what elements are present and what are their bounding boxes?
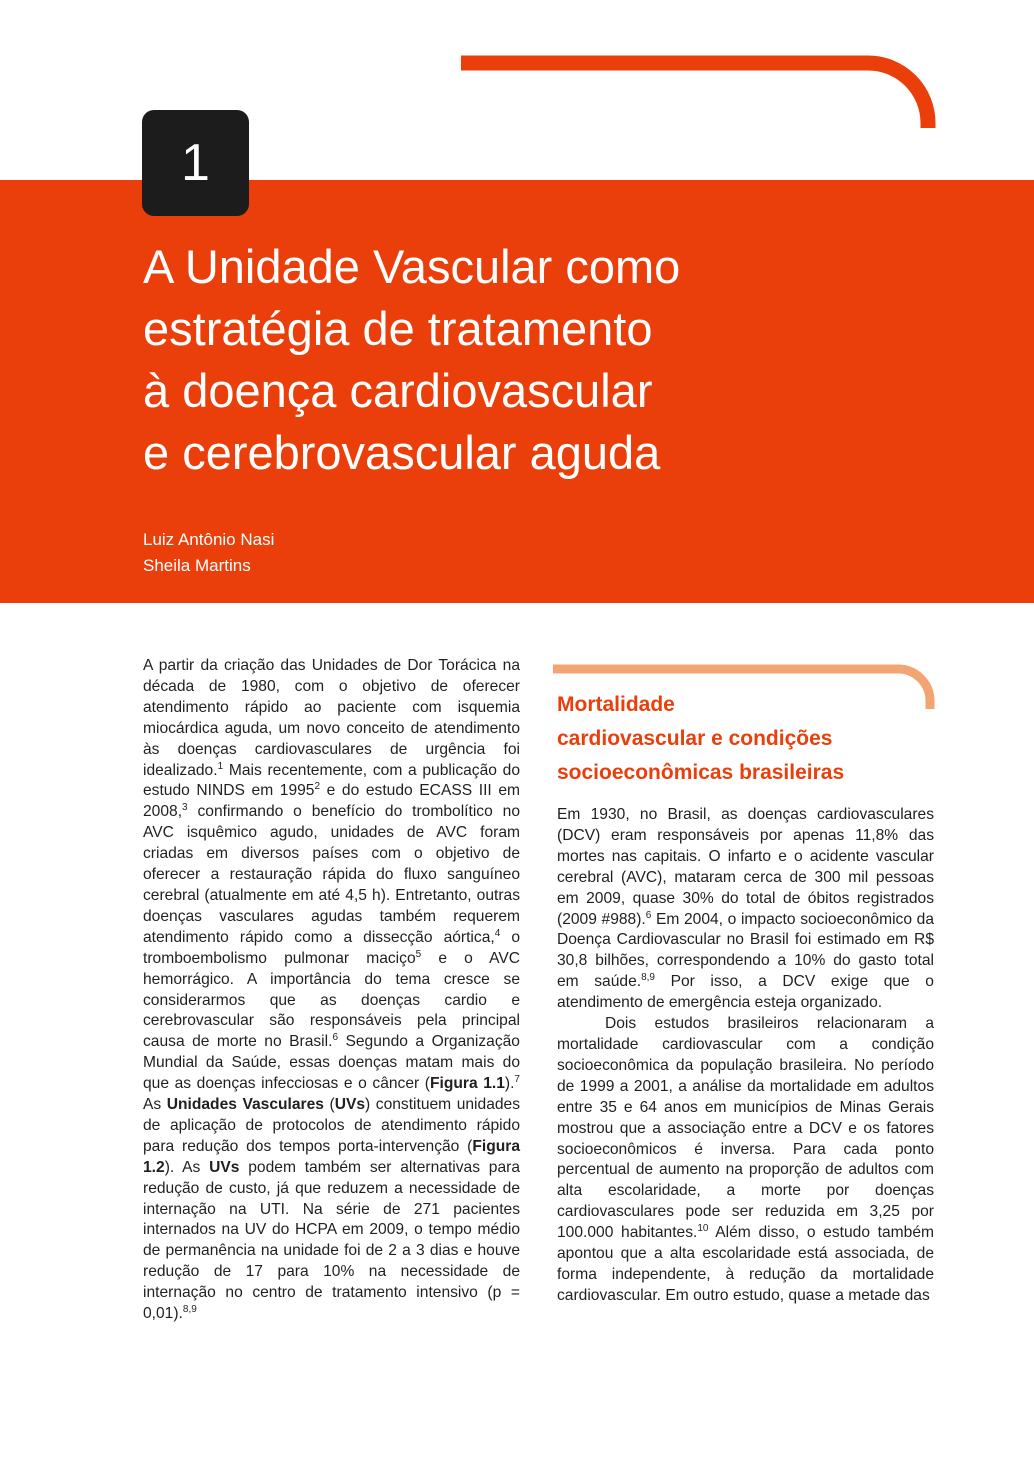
figure-reference: Figura 1.1 [429,1075,505,1093]
chapter-title-line: A Unidade Vascular como [143,240,681,293]
section-heading [557,688,937,790]
chapter-title [143,236,903,484]
right-column-text [557,805,934,1307]
section-heading-line: Mortalidade [557,693,675,716]
chapter-title-line: estratégia de tratamento [143,302,653,355]
figure-reference: Figura 1.2 [143,1137,520,1176]
author-name: Luiz Antônio Nasi [143,530,275,549]
section-heading-line: cardiovascular e condições [557,727,833,750]
chapter-title-line: e cerebrovascular aguda [143,426,661,479]
body-paragraph: A partir da criação das Unidades de Dor Torácica na década de 1980, com o objetivo de oferecer atendimento rápido ao paciente com isquemia miocárdica aguda, um novo conceito de atendimento às doenças cardiovasculares de urgência foi idealizado.$^1$ Mais recentemente, com a publicação do estudo NINDS em 1995$^2$ e do estudo ECASS III em 2008,$^3$ confirmando o benefício do trombolítico no AVC isquêmico agudo, unidades de AVC foram criadas em diversos países com o objetivo de oferecer a restauração rápida do fluxo sanguíneo cerebral (atualmente em até 4,5 h). Entretanto, outras doenças vasculares agudas também requerem atendimento rápido como a dissecção aórtica,$^4$ o tromboembolismo pulmonar maciço$^5$ e o AVC hemorrágico. A importância do tema cresce se considerarmos que as doenças cardio e cerebrovascular são responsáveis pela principal causa de morte no Brasil.$^6$ Segundo a Organização Mundial da Saúde, essas doenças matam mais do que as doenças infecciosas e o câncer (Figura 1.1).$^7$ As Unidades Vasculares (UVs) constituem unidades de aplicação de protocolos de atendimento rápido para redução dos tempos porta-intervenção (Figura 1.2). As UVs podem também ser alternativas para redução de custo, já que reduzem a necessidade de internação na UTI. Na série de 271 pacientes internados na UV do HCPA em 2009, o tempo médio de permanência na unidade foi de 2 a 3 dias e houve redução de 17 para 10% na necessidade de internação no centro de tratamento intensivo (p = 0,01).$^{8,9}$ [143,657,521,1323]
section-heading-line: socioeconômicas brasileiras [557,761,845,784]
body-paragraph: Dois estudos brasileiros relacionaram a mortalidade cardiovascular com a condição socioeconômica da população brasileira. No período de 1999 a 2001, a análise da mortalidade em adultos entre 35 e 64 anos em municípios de Minas Gerais mostrou que a associação entre a DCV e os fatores socioeconômicos é inversa. Para cada ponto percentual de aumento na proporção de adultos com alta escolaridade, a morte por doenças cardiovasculares pode ser reduzida em 3,25 por 100.000 habitantes.$^{10}$ Além disso, o estudo também apontou que a alta escolaridade está associada, de forma independente, à redução da mortalidade cardiovascular. Em outro estudo, quase a metade das [557,1015,934,1304]
author-list [143,527,274,579]
chapter-number-badge: 1 [142,110,249,216]
left-column-text [143,656,520,1325]
chapter-title-line: à doença cardiovascular [143,364,653,417]
author-name: Sheila Martins [143,556,251,575]
body-paragraph: Em 1930, no Brasil, as doenças cardiovasculares (DCV) eram responsáveis por apenas 11,8% das mortes nas capitais. O infarto e o acidente vascular cerebral (AVC), mataram cerca de 300 mil pessoas em 2009, quase 30% do total de óbitos registrados (2009 #988).$^6$ Em 2004, o impacto socioeconômico da Doença Cardiovascular no Brasil foi estimado em R$ 30,8 bilhões, correspondendo a 10% do gasto total em saúde.$^{8,9}$ Por isso, a DCV exige que o atendimento de emergência esteja organizado. [557,806,935,1012]
